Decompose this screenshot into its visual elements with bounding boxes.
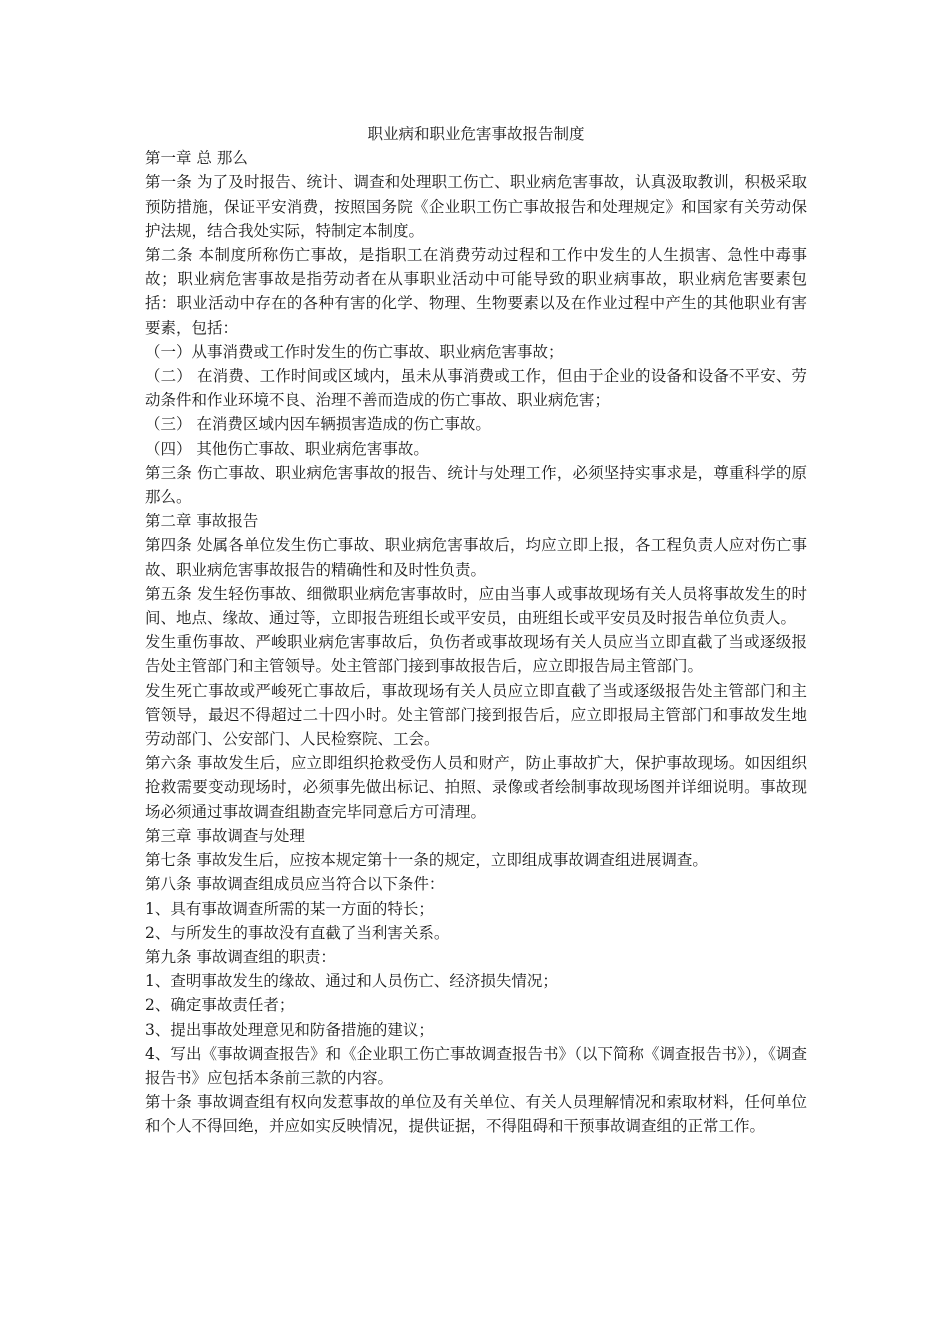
article-paragraph: 第二条 本制度所称伤亡事故，是指职工在消费劳动过程和工作中发生的人生损害、急性中毒事故；职业病危害事故是指劳动者在从事职业活动中可能导致的职业病事故，职业病危害要素包括：职业活动中存在的各种有害的化学、物理、生物要素以及在作业过程中产生的其他职业有害要素，包括： (145, 246, 807, 337)
list-item: （二） 在消费、工作时间或区域内，虽未从事消费或工作，但由于企业的设备和设备不平安、劳动条件和作业环境不良、治理不善而造成的伤亡事故、职业病危害； (145, 367, 807, 410)
article-paragraph: 第四条 处属各单位发生伤亡事故、职业病危害事故后，均应立即上报，各工程负责人应对伤亡事故、职业病危害事故报告的精确性和及时性负责。 (145, 536, 807, 579)
list-item: （一）从事消费或工作时发生的伤亡事故、职业病危害事故； (145, 342, 564, 361)
list-item: （四） 其他伤亡事故、职业病危害事故。 (145, 439, 429, 458)
article-paragraph: 第九条 事故调查组的职责： (145, 947, 336, 966)
article-paragraph: 发生重伤事故、严峻职业病危害事故后，负伤者或事故现场有关人员应当立即直截了当或逐级报告处主管部门和主管领导。处主管部门接到事故报告后，应立即报告局主管部门。 (145, 633, 807, 676)
chapter-heading: 第三章 事故调查与处理 (145, 826, 305, 845)
article-paragraph: 第七条 事故发生后，应按本规定第十一条的规定，立即组成事故调查组进展调查。 (145, 851, 708, 870)
chapter-heading: 第二章 事故报告 (145, 512, 259, 531)
article-paragraph: 发生死亡事故或严峻死亡事故后，事故现场有关人员应立即直截了当或逐级报告处主管部门和主管领导，最迟不得超过二十四小时。处主管部门接到报告后，应立即报局主管部门和事故发生地劳动部门、公安部门、人民检察院、工会。 (145, 681, 807, 749)
list-item: 1、具有事故调查所需的某一方面的特长； (145, 899, 434, 918)
document-page (145, 122, 807, 1139)
article-paragraph: 第五条 发生轻伤事故、细微职业病危害事故时，应由当事人或事故现场有关人员将事故发生的时间、地点、缘故、通过等，立即报告班组长或平安员，由班组长或平安员及时报告单位负责人。 (145, 584, 807, 628)
article-paragraph: 第三条 伤亡事故、职业病危害事故的报告、统计与处理工作，必须坚持实事求是，尊重科学的原那么。 (145, 463, 807, 507)
article-paragraph: 第一条 为了及时报告、统计、调查和处理职工伤亡、职业病危害事故，认真汲取教训，积极采取预防措施，保证平安消费，按照国务院《企业职工伤亡事故报告和处理规定》和国家有关劳动保护法规，结合我处实际，特制定本制度。 (145, 173, 807, 240)
list-item: （三） 在消费区域内因车辆损害造成的伤亡事故。 (145, 415, 491, 434)
article-paragraph: 第十条 事故调查组有权向发惹事故的单位及有关单位、有关人员理解情况和索取材料，任何单位和个人不得回绝，并应如实反映情况，提供证据，不得阻碍和干预事故调查组的正常工作。 (145, 1093, 807, 1136)
list-item: 1、查明事故发生的缘故、通过和人员伤亡、经济损失情况； (145, 972, 558, 991)
document-title: 职业病和职业危害事故报告制度 (367, 125, 585, 143)
list-item: 2、确定事故责任者； (145, 996, 295, 1015)
list-item: 2、与所发生的事故没有直截了当利害关系。 (145, 923, 450, 942)
article-paragraph: 第八条 事故调查组成员应当符合以下条件： (145, 875, 445, 894)
article-paragraph: 第六条 事故发生后，应立即组织抢救受伤人员和财产，防止事故扩大，保护事故现场。如因组织抢救需要变动现场时，必须事先做出标记、拍照、录像或者绘制事故现场图并详细说明。事故现场必须通过事故调查组勘查完毕同意后方可清理。 (145, 754, 807, 821)
list-item: 3、提出事故处理意见和防备措施的建议； (145, 1020, 434, 1039)
list-item: 4、写出《事故调查报告》和《企业职工伤亡事故调查报告书》（以下简称《调查报告书》），《调查报告书》应包括本条前三款的内容。 (145, 1044, 807, 1087)
chapter-heading: 第一章 总 那么 (145, 149, 248, 168)
